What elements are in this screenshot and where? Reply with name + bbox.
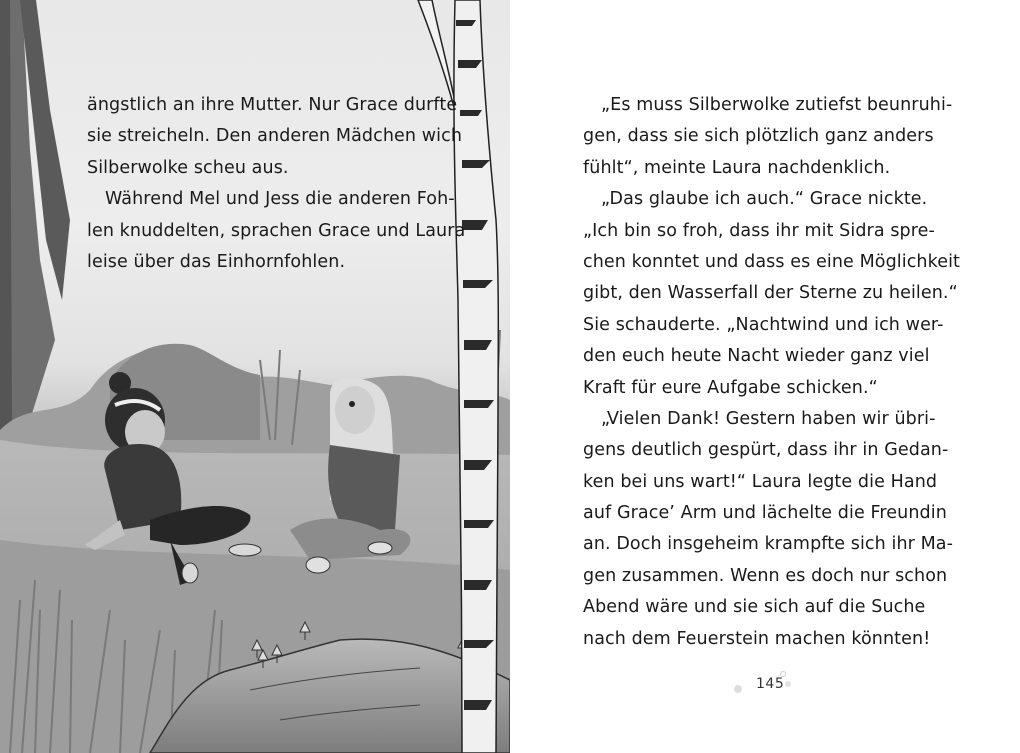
text-line: „Ich bin so froh, dass ihr mit Sidra spre- <box>583 220 935 241</box>
text-line: nach dem Feuerstein machen könnten! <box>583 628 931 649</box>
text-line: „Vielen Dank! Gestern haben wir übri- <box>601 408 936 429</box>
text-line: leise über das Einhornfohlen. <box>87 251 346 272</box>
left-page-text <box>87 90 465 278</box>
text-line: ängstlich an ihre Mutter. Nur Grace durfte <box>87 95 458 115</box>
page-number: 145 <box>756 676 785 692</box>
text-line: Sie schauderte. „Nachtwind und ich wer- <box>583 314 944 335</box>
text-line: gibt, den Wasserfall der Sterne zu heilen.“ <box>583 283 958 304</box>
text-line: Silberwolke scheu aus. <box>87 157 289 178</box>
text-line: gens deutlich gespürt, dass ihr in Gedan- <box>583 440 949 461</box>
text-line: „Das glaube ich auch.“ Grace nickte. <box>601 189 928 210</box>
right-page-text <box>583 90 960 655</box>
text-line: Kraft für eure Aufgabe schicken.“ <box>583 377 878 398</box>
sparkle-icon <box>732 683 744 695</box>
text-line: Abend wäre und sie sich auf die Suche <box>583 597 926 618</box>
text-line: chen konntet und dass es eine Möglichkeit <box>583 251 961 272</box>
text-line: ken bei uns wart!“ Laura legte die Hand <box>583 471 938 492</box>
text-line: den euch heute Nacht wieder ganz viel <box>583 346 930 367</box>
text-line: gen, dass sie sich plötzlich ganz anders <box>583 126 934 147</box>
text-line: fühlt“, meinte Laura nachdenklich. <box>583 157 891 178</box>
tree-trunk-left <box>0 0 70 430</box>
text-line: Während Mel und Jess die anderen Foh- <box>105 189 455 210</box>
text-line: an. Doch insgeheim krampfte sich ihr Ma- <box>583 534 954 555</box>
text-line: „Es muss Silberwolke zutiefst beunruhi- <box>601 95 953 115</box>
text-line: len knuddelten, sprachen Grace und Laura <box>87 220 466 241</box>
text-line: gen zusammen. Wenn es doch nur schon <box>583 565 948 586</box>
text-line: auf Grace’ Arm und lächelte die Freundin <box>583 503 947 524</box>
text-line: sie streicheln. Den anderen Mädchen wich <box>87 126 463 147</box>
